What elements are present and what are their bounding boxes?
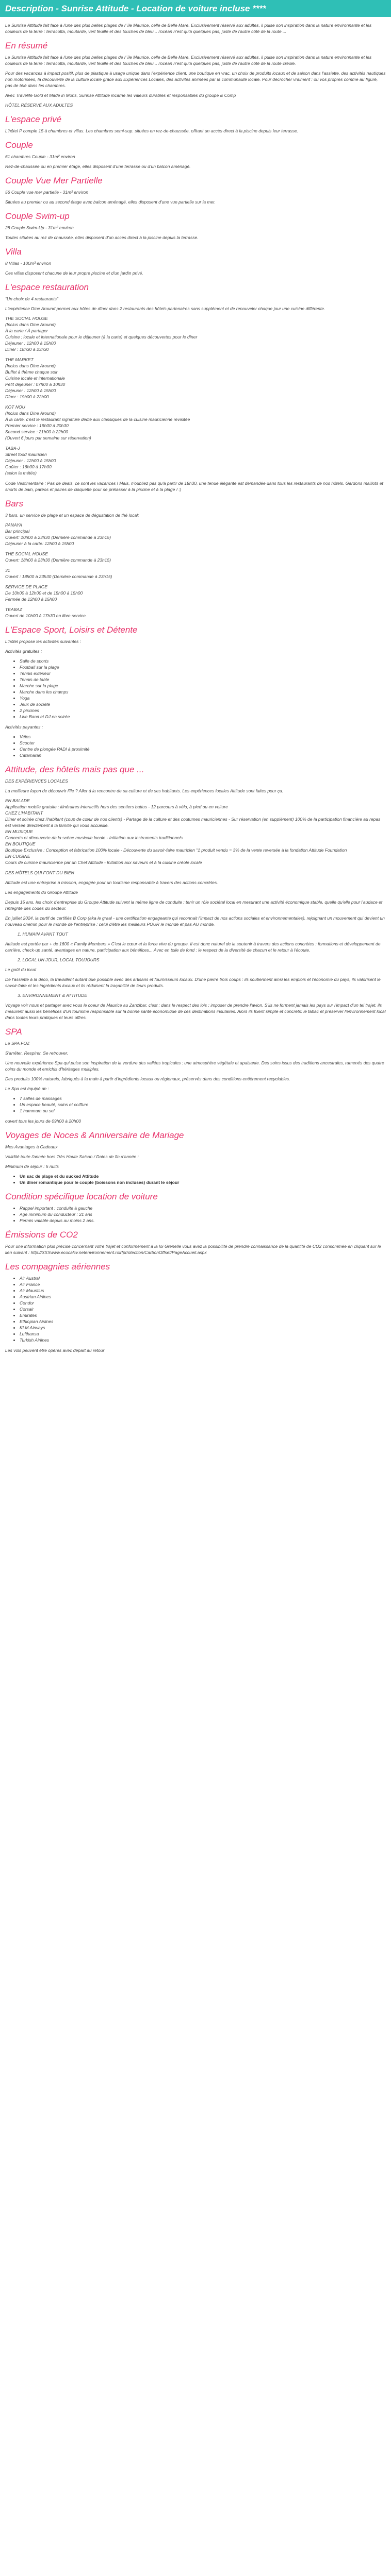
experience-line: Cours de cuisine mauricienne par un Chef Attitude - Initiation aux saveurs et à la cuisine créole locale — [5, 860, 202, 865]
restaurant-line: (Inclus dans Dine Around) — [5, 363, 56, 368]
co2-p1: Pour une information plus précise concernant votre trajet et conformément à la loi Grenelle vous avez la possibilité de prendre connaissance de la quantité de CO2 consommée en cliquant sur le lien suivant : http://XXXwww.ecocalcv.netenvironnement.rolrfpr/otection/CarbonOffset/PageAccueil.aspx — [5, 1244, 381, 1255]
list-item: • Air Mauritius — [20, 1287, 386, 1294]
villa-p1: 8 Villas - 100m² environ — [5, 261, 52, 266]
spa-p5: Le Spa est équipé de : — [5, 1086, 50, 1091]
bar-line: THE SOCIAL HOUSE — [5, 551, 48, 556]
bar-block-31 — [5, 567, 386, 580]
list-item: • Tennis extérieur — [20, 670, 386, 676]
description-header: Description - Sunrise Attitude - Location de voiture incluse **** — [0, 0, 391, 17]
restaurant-line: Dîner : 18h30 à 23h30 — [5, 347, 49, 352]
section-title-co2: Émissions de CO2 — [5, 1230, 78, 1240]
couple-p2: Rez-de-chaussée ou en premier étage, elles disposent d'une terrasse ou d'un balcon aménagé. — [5, 164, 191, 169]
attitude-p7: En juillet 2024, la certif de certifiés B Corp (aka le graal - une certification engageante qui reconnait l'impact de nos actions sociales et environnementales), rejoignant un mouvement qui devient un nouveau chemin pour le monde de l'entreprise : celui d'être les meilleurs POUR le monde et pas AU monde. — [5, 916, 385, 927]
bar-block-panaya — [5, 522, 386, 547]
restaurant-line: Cuisine locale et internationale — [5, 376, 65, 381]
list-item: • Air France — [20, 1281, 386, 1287]
restaurant-line: Dîner : 19h00 à 22h00 — [5, 394, 49, 399]
commitment-3-title: 3. ENVIRONNEMENT & ATTITUDE — [18, 993, 88, 998]
couple-vue-mer-p2: Situées au premier ou au second étage avec balcon aménagé, elles disposent d'une vue partielle sur la mer. — [5, 199, 216, 205]
resume-p2: Pour des vacances à impact positif, plus de plastique à usage unique dans l'expérience client, une boutique en vrac, un choix de produits locaux et de saison dans l'assiette, des activités nautiques non motorisées, la découverte de la culture locale grâce aux Expériences Locales, des activités animées par la communauté locale. Pour décrocher vraiment : ou vos propres comme au figuré, pas de télé dans les chambres. — [5, 71, 386, 88]
bar-block-teabaz — [5, 606, 386, 619]
list-item: • Salle de sports — [20, 658, 386, 664]
restaurant-line: Cuisine : locale et internationale pour le déjeuner (à la carte) et quelques découvertes pour le dîner — [5, 334, 198, 340]
restaurant-line: À la carte, c'est le restaurant signature dédié aux classiques de la cuisine mauricienne revisitée — [5, 417, 190, 422]
section-title-location: Condition spécifique location de voiture — [5, 1192, 158, 1201]
restauration-p2: L'expérience Dine Around permet aux hôtes de dîner dans 2 restaurants des hôtels partenaires sans supplément et de renouveler chaque jour une cuisine différente. — [5, 306, 325, 311]
restaurant-line: (Inclus dans Dine Around) — [5, 322, 56, 327]
bar-line: 31 — [5, 568, 10, 573]
list-item: • Marche sur la plage — [20, 683, 386, 689]
sport-p2: Activités gratuites : — [5, 649, 42, 654]
restaurant-line: (Inclus dans Dine Around) — [5, 411, 56, 416]
restaurant-block-social-house — [5, 315, 386, 352]
sport-p3: Activités payantes : — [5, 724, 43, 730]
restaurant-line: KOT NOU — [5, 404, 25, 410]
list-item: • Rappel important : conduite à gauche — [20, 1205, 386, 1211]
paid-activities-list — [5, 734, 386, 758]
attitude-p3: DES HÔTELS QUI FONT DU BIEN — [5, 870, 74, 875]
experience-line: EN BALADE — [5, 798, 30, 803]
list-item: • Un sac de plage et du sucked Attitude — [20, 1173, 386, 1179]
restaurant-line: Second service : 21h00 à 22h00 — [5, 429, 68, 434]
noces-p1: Mes Avantages à Cadeaux — [5, 1144, 58, 1149]
experience-line: EN CUISINE — [5, 854, 30, 859]
noces-p3: Minimum de séjour : 5 nuits — [5, 1164, 59, 1169]
content — [0, 22, 391, 1353]
list-item: • Centre de plongée PADI à proximité — [20, 746, 386, 752]
couple-vue-mer-p1: 56 Couple vue mer partielle - 31m² environ — [5, 190, 89, 195]
sport-p1: L'hôtel propose les activités suivantes : — [5, 639, 82, 644]
list-item: • Turkish Airlines — [20, 1337, 386, 1343]
bar-block-social-house — [5, 551, 386, 563]
list-item: • Un espace beauté, soins et coiffure — [20, 1101, 386, 1108]
section-title-espace-prive: L'espace privé — [5, 114, 62, 124]
couple-swim-up-p2: Toutes situées au rez de chaussée, elles disposent d'un accès direct à la piscine depuis la terrasse. — [5, 235, 199, 240]
airlines-list — [5, 1275, 386, 1343]
spa-list — [5, 1095, 386, 1114]
location-list — [5, 1205, 386, 1224]
experience-line: CHEZ L'HABITANT — [5, 810, 43, 816]
list-item: • Corsair — [20, 1306, 386, 1312]
attitude-p4: Attitude est une entreprise à mission, engagée pour un tourisme responsable à travers des actions concrètes. — [5, 880, 218, 885]
section-title-couple: Couple — [5, 140, 33, 150]
spa-p4: Des produits 100% naturels, fabriqués à la main à partir d'ingrédients locaux ou régionaux, préservés dans des conditions entièrement recyclables. — [5, 1076, 290, 1081]
section-title-airlines: Les compagnies aériennes — [5, 1262, 110, 1272]
section-title-spa: SPA — [5, 1027, 22, 1037]
list-item: • Un dîner romantique pour le couple (boissons non incluses) durant le séjour — [20, 1179, 386, 1185]
restaurant-block-market — [5, 357, 386, 400]
restaurant-line: (Ouvert 6 jours par semaine sur réservation) — [5, 435, 91, 440]
list-item: • Condor — [20, 1300, 386, 1306]
bar-line: Ouvert de 10h00 à 17h30 en libre service. — [5, 613, 87, 618]
list-item: • Catamaran — [20, 752, 386, 758]
list-item: • KLM Airways — [20, 1325, 386, 1331]
villa-p2: Ces villas disposent chacune de leur propre piscine et d'un jardin privé. — [5, 270, 143, 276]
spa-p3: Une nouvelle expérience Spa qui puise son inspiration de la verdure des vallées tropicales : une atmosphère végétale et apaisante. Des soins issus des traditions ancestrales, ramenés des quatre coins du monde et enrichis d'héritages multiples. — [5, 1060, 384, 1072]
restaurant-line: Premier service : 19h00 à 20h30 — [5, 423, 69, 428]
list-item: • Tennis de table — [20, 676, 386, 683]
bar-line: PANAYA — [5, 522, 22, 528]
attitude-p5: Les engagements du Groupe Attitude — [5, 890, 78, 895]
list-item: • Age minimum du conducteur : 21 ans — [20, 1211, 386, 1217]
attitude-p6: Depuis 15 ans, les choix d'entreprise du Groupe Attitude suivent la même ligne de conduite : tenir un rôle sociétal local en mesurant une activité économique stable, quelle qu'elle pour l'audace et l'intégrité des codes du secteur. — [5, 900, 383, 911]
section-title-sport: L'Espace Sport, Loisirs et Détente — [5, 625, 138, 635]
attitude-p9: Le goût du local — [5, 967, 37, 972]
experience-line: Concerts et découverte de la scène musicale locale - Initiation aux instruments traditionnels — [5, 835, 183, 840]
restauration-p1: "Un choix de 4 restaurants" — [5, 296, 58, 301]
section-title-resume: En résumé — [5, 41, 48, 50]
attitude-p1: DES EXPÉRIENCES LOCALES — [5, 778, 68, 784]
noces-p2: Validité toute l'année hors Très Haute Saison / Dates de fin d'année : — [5, 1154, 139, 1159]
free-activities-list — [5, 658, 386, 720]
dress-code: Code Vestimentaire : Pas de deals, ce sont les vacances ! Mais, n'oubliez pas qu'à partir de 18h30, une tenue élégante est demandée dans tous les restaurants de nos hôtels. Gardons maillots et shorts de bain, paréos et paires de claquette pour se prélasser à la piscine et à la plage ! :) — [5, 481, 383, 492]
bar-line: Fermée de 12h00 à 15h00 — [5, 597, 57, 602]
restaurant-block-kot-nou — [5, 404, 386, 441]
restaurant-line: THE SOCIAL HOUSE — [5, 316, 48, 321]
restaurant-block-taba-j — [5, 445, 386, 476]
list-item: • Vélos — [20, 734, 386, 740]
commitment-1-title: 1. HUMAIN AVANT TOUT — [18, 931, 68, 937]
experience-line: Dîner et soirée chez l'habitant (coup de cœur de nos clients) - Partage de la culture et des coutumes mauriciennes - Sur réservation (en supplément) 100% de la participation financière au repas est versée directement à la famille qui vous accueille. — [5, 817, 381, 828]
list-item: • 7 salles de massages — [20, 1095, 386, 1101]
bar-line: Bar principal — [5, 529, 30, 534]
commitment-2-title: 2. LOCAL UN JOUR, LOCAL TOUJOURS — [18, 957, 100, 962]
attitude-p11: Voyage voir nous et partager avec vous le coeur de Maurice au Zanzibar, c'est : dans le respect des lois : imposer de prendre l'avion. S'ils ne forment jamais les pays sur l'impact d'un tel trajet, ils mesurent aussi les bénéfices d'un tourisme responsable sur la bonne santé économique de ces destinations insulaires. Alors ils fixent simple et concrets: le tabac et préserver l'environnement local dans toutes leurs pratiques et leurs offres. — [5, 1003, 386, 1020]
noces-list — [5, 1173, 386, 1185]
local-experiences — [5, 798, 386, 866]
experience-line: EN BOUTIQUE — [5, 841, 36, 846]
resume-p1: Le Sunrise Attitude fait face à l'une des plus belles plages de l' île Maurice, celle de Belle Mare. Exclusivement réservé aux adultes, il puise son inspiration dans la nature environnante et les couleurs de la terre : terracotta, moutarde, vert feuille et des touches de bleu... l'océan n'est qu'à quelques pas, juste de l'autre côté de la route créole. — [5, 55, 372, 66]
list-item: • Ethiopian Airlines — [20, 1318, 386, 1325]
list-item: • 2 piscines — [20, 707, 386, 714]
restaurant-line: Goûter : 16h00 à 17h00 — [5, 464, 52, 469]
bar-line: Ouvert: 18h00 à 23h30 (Dernière commande à 23h15) — [5, 557, 111, 563]
section-title-couple-swim-up: Couple Swim-up — [5, 211, 70, 221]
spa-p2: S'arrêter. Respirer. Se retrouver. — [5, 1050, 69, 1056]
list-item: • Scooter — [20, 740, 386, 746]
intro-paragraph: Le Sunrise Attitude fait face à l'une des plus belles plages de l' île Maurice, celle de Belle Mare. Exclusivement réservé aux adultes, il puise son inspiration dans la nature environnante et les couleurs de la terre : terracotta, moutarde, vert feuille et des touches de bleu... l'océan n'est qu'à quelques pas, juste de l'autre côté de la route ... — [5, 23, 372, 34]
attitude-p8: Attitude est portée par + de 1600 « Family Members » C'est le cœur et la force vive du groupe. Il est donc naturel de la soutenir à travers des actions concrètes : formations et développement de carrière, check-up santé, avantages en nature, participation aux bénéfices... Avec en toile de fond : le respect de la diversité de chacun et le retour à l'écoute. — [5, 941, 381, 953]
couple-p1: 61 chambres Couple - 31m² environ — [5, 154, 75, 159]
list-item: • Austrian Airlines — [20, 1294, 386, 1300]
list-item: • Yoga — [20, 695, 386, 701]
section-title-couple-vue-mer: Couple Vue Mer Partielle — [5, 176, 103, 185]
restaurant-line: Buffet à thème chaque soir — [5, 369, 58, 375]
bar-line: Déjeuner à la carte: 12h00 à 15h00 — [5, 541, 74, 546]
bar-line: TEABAZ — [5, 607, 23, 612]
restaurant-line: THE MARKET — [5, 357, 34, 362]
restaurant-line: Petit déjeuner : 07h00 à 10h30 — [5, 382, 66, 387]
resume-p4: HÔTEL RÉSERVÉ AUX ADULTES — [5, 103, 73, 108]
espace-prive-p1: L'hôtel P comple 15 à chambres et villas. Les chambres semi-sup. situées en rez-de-chaussée, offrant un accès direct à la piscine depuis leur terrasse. — [5, 128, 299, 133]
experience-line: Boutique Exclusive : Conception et fabrication 100% locale - Découverte du savoir-faire mauricien "1 produit vendu = 3% de la vente reversée à la fondation Attitude Foundation — [5, 848, 347, 853]
list-item: • 1 hammam ou sel — [20, 1108, 386, 1114]
bar-line: De 10h00 à 12h00 et de 15h00 à 15h00 — [5, 590, 83, 596]
list-item: • Permis valable depuis au moins 2 ans. — [20, 1217, 386, 1224]
airlines-note: Les vols peuvent être opérés avec départ au retour — [5, 1348, 105, 1353]
restaurant-line: Déjeuner : 12h00 à 15h00 — [5, 458, 56, 463]
resume-p3: Avec Travelife Gold et Made in Moris, Sunrise Attitude incarne les valeurs durables et responsables du groupe & Comp — [5, 93, 236, 98]
list-item: • Lufthansa — [20, 1331, 386, 1337]
restaurant-line: Déjeuner : 12h00 à 15h00 — [5, 388, 56, 393]
list-item: • Football sur la plage — [20, 664, 386, 670]
restaurant-line: TABA-J — [5, 446, 20, 451]
section-title-restauration: L'espace restauration — [5, 282, 89, 292]
bars-p1: 3 bars, un service de plage et un espace de dégustation de thé local: — [5, 513, 139, 518]
experience-line: Application mobile gratuite : itinéraires interactifs hors des sentiers battus - 12 parcours à vélo, à pied ou en voiture — [5, 804, 228, 809]
list-item: • Live Band et DJ en soirée — [20, 714, 386, 720]
bar-line: Ouvert : 18h00 à 23h30 (Dernière commande à 23h15) — [5, 574, 112, 579]
list-item: • Jeux de société — [20, 701, 386, 707]
spa-p6: ouvert tous les jours de 09h00 à 20h00 — [5, 1118, 81, 1124]
section-title-villa: Villa — [5, 247, 22, 257]
section-title-bars: Bars — [5, 499, 23, 509]
experience-line: EN MUSIQUE — [5, 829, 33, 834]
list-item: • Emirates — [20, 1312, 386, 1318]
bar-line: SERVICE DE PLAGE — [5, 584, 48, 589]
attitude-p2: La meilleure façon de découvrir l'île ? Aller à la rencontre de sa culture et de ses habitants. Les expériences locales Attitude sont faites pour ça. — [5, 788, 284, 793]
section-title-noces: Voyages de Noces & Anniversaire de Mariage — [5, 1130, 184, 1140]
restaurant-line: (selon la météo) — [5, 470, 37, 476]
list-item: • Air Austral — [20, 1275, 386, 1281]
restaurant-line: Street food mauricien — [5, 452, 47, 457]
bar-block-service-plage — [5, 584, 386, 602]
bar-line: Ouvert: 10h00 à 23h30 (Dernière commande à 23h15) — [5, 535, 111, 540]
attitude-p10: De l'assiette à la déco, la travaillent autant que possible avec des artisans et fournisseurs locaux. D'une pierre trois coups : ils soutiennent ainsi les emplois et l'économie du pays, ils valorisent le savoir-faire et les ingrédients locaux et ils réduisent la traçabilité de leurs produits. — [5, 977, 381, 988]
restaurant-line: À la carte / À partager — [5, 328, 48, 333]
spa-p1: Le SPA FOZ — [5, 1041, 30, 1046]
section-title-attitude: Attitude, des hôtels mais pas que ... — [5, 765, 144, 774]
couple-swim-up-p1: 28 Couple Swim-Up - 31m² environ — [5, 225, 74, 230]
restaurant-line: Déjeuner : 12h00 à 15h00 — [5, 341, 56, 346]
list-item: • Marche dans les champs — [20, 689, 386, 695]
